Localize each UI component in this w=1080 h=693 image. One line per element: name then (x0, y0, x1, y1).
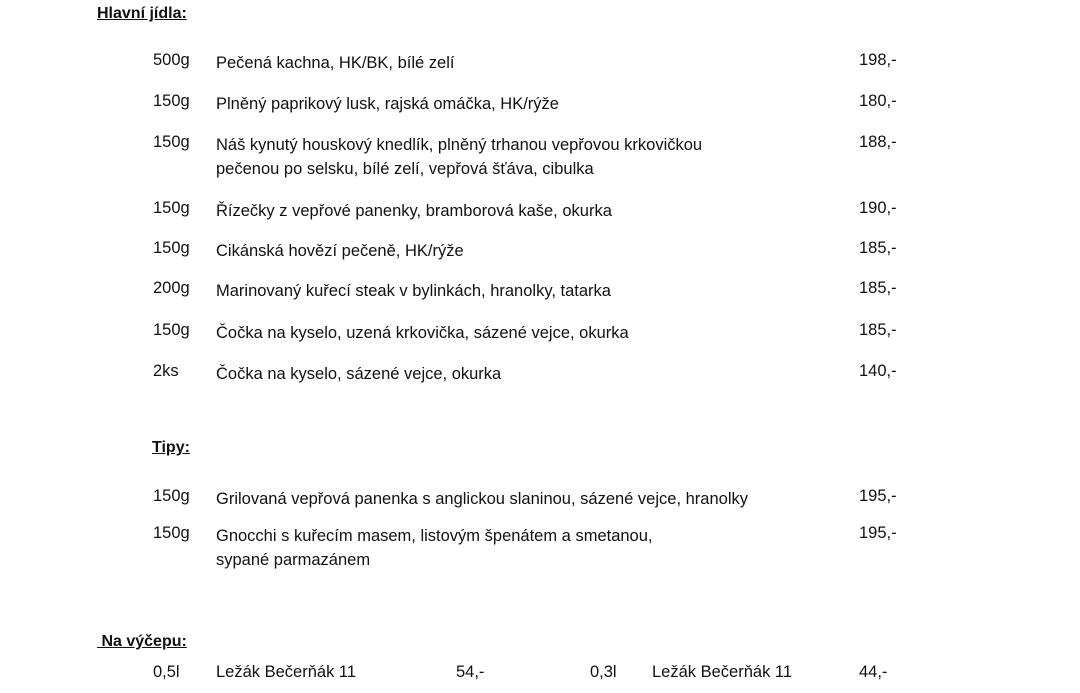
item-quantity: 500g (153, 51, 190, 69)
item-price: 190,- (859, 199, 897, 217)
item-quantity: 2ks (153, 362, 179, 380)
item-description: Marinovaný kuřecí steak v bylinkách, hranolky, tatarka (216, 282, 611, 300)
item-description: Cikánská hovězí pečeně, HK/rýže (216, 242, 464, 260)
item-price: 188,- (859, 133, 897, 151)
item-price: 195,- (859, 487, 897, 505)
item-price: 185,- (859, 239, 897, 257)
item-quantity: 150g (153, 199, 190, 217)
item-quantity: 150g (153, 487, 190, 505)
menu-item (0, 92, 1080, 136)
menu-item (0, 321, 1080, 365)
menu-item (0, 199, 1080, 243)
item-description: Řízečky z vepřové panenky, bramborová kaše, okurka (216, 202, 612, 220)
beer-name-small: Ležák Bečerňák 11 (652, 663, 793, 681)
heading-main-dishes: Hlavní jídla: (97, 5, 187, 22)
item-quantity: 150g (153, 321, 190, 339)
item-description: Gnocchi s kuřecím masem, listovým špenátem a smetanou, sypané parmazánem (216, 527, 653, 569)
menu-item (0, 51, 1080, 95)
item-price: 198,- (859, 51, 897, 69)
beer-price: 54,- (456, 663, 485, 681)
item-description: Pečená kachna, HK/BK, bílé zelí (216, 54, 455, 72)
beer-row (0, 663, 1080, 693)
item-price: 185,- (859, 279, 897, 297)
menu-item (0, 239, 1080, 283)
item-description: Čočka na kyselo, sázené vejce, okurka (216, 365, 502, 383)
item-description: Grilovaná vepřová panenka s anglickou slaninou, sázené vejce, hranolky (216, 490, 748, 508)
item-price: 195,- (859, 524, 897, 542)
beer-name: Ležák Bečerňák 11 (216, 663, 357, 681)
beer-price-small: 44,- (859, 663, 888, 681)
item-quantity: 150g (153, 133, 190, 151)
item-price: 140,- (859, 362, 897, 380)
item-price: 185,- (859, 321, 897, 339)
beer-quantity-small: 0,3l (590, 663, 617, 681)
menu-item (0, 524, 1080, 574)
beer-quantity: 0,5l (153, 663, 180, 681)
heading-on-tap: Na výčepu: (97, 633, 187, 650)
menu-item (0, 133, 1080, 183)
heading-tips: Tipy: (152, 439, 190, 456)
item-quantity: 200g (153, 279, 190, 297)
menu-item (0, 279, 1080, 323)
item-price: 180,- (859, 92, 897, 110)
item-description: Náš kynutý houskový knedlík, plněný trhanou vepřovou krkovičkou pečenou po selsku, bílé zelí, vepřová šťáva, cibulka (216, 136, 703, 178)
item-description: Plněný paprikový lusk, rajská omáčka, HK/rýže (216, 95, 559, 113)
item-quantity: 150g (153, 524, 190, 542)
menu-item (0, 362, 1080, 406)
item-quantity: 150g (153, 239, 190, 257)
item-quantity: 150g (153, 92, 190, 110)
item-description: Čočka na kyselo, uzená krkovička, sázené vejce, okurka (216, 324, 629, 342)
